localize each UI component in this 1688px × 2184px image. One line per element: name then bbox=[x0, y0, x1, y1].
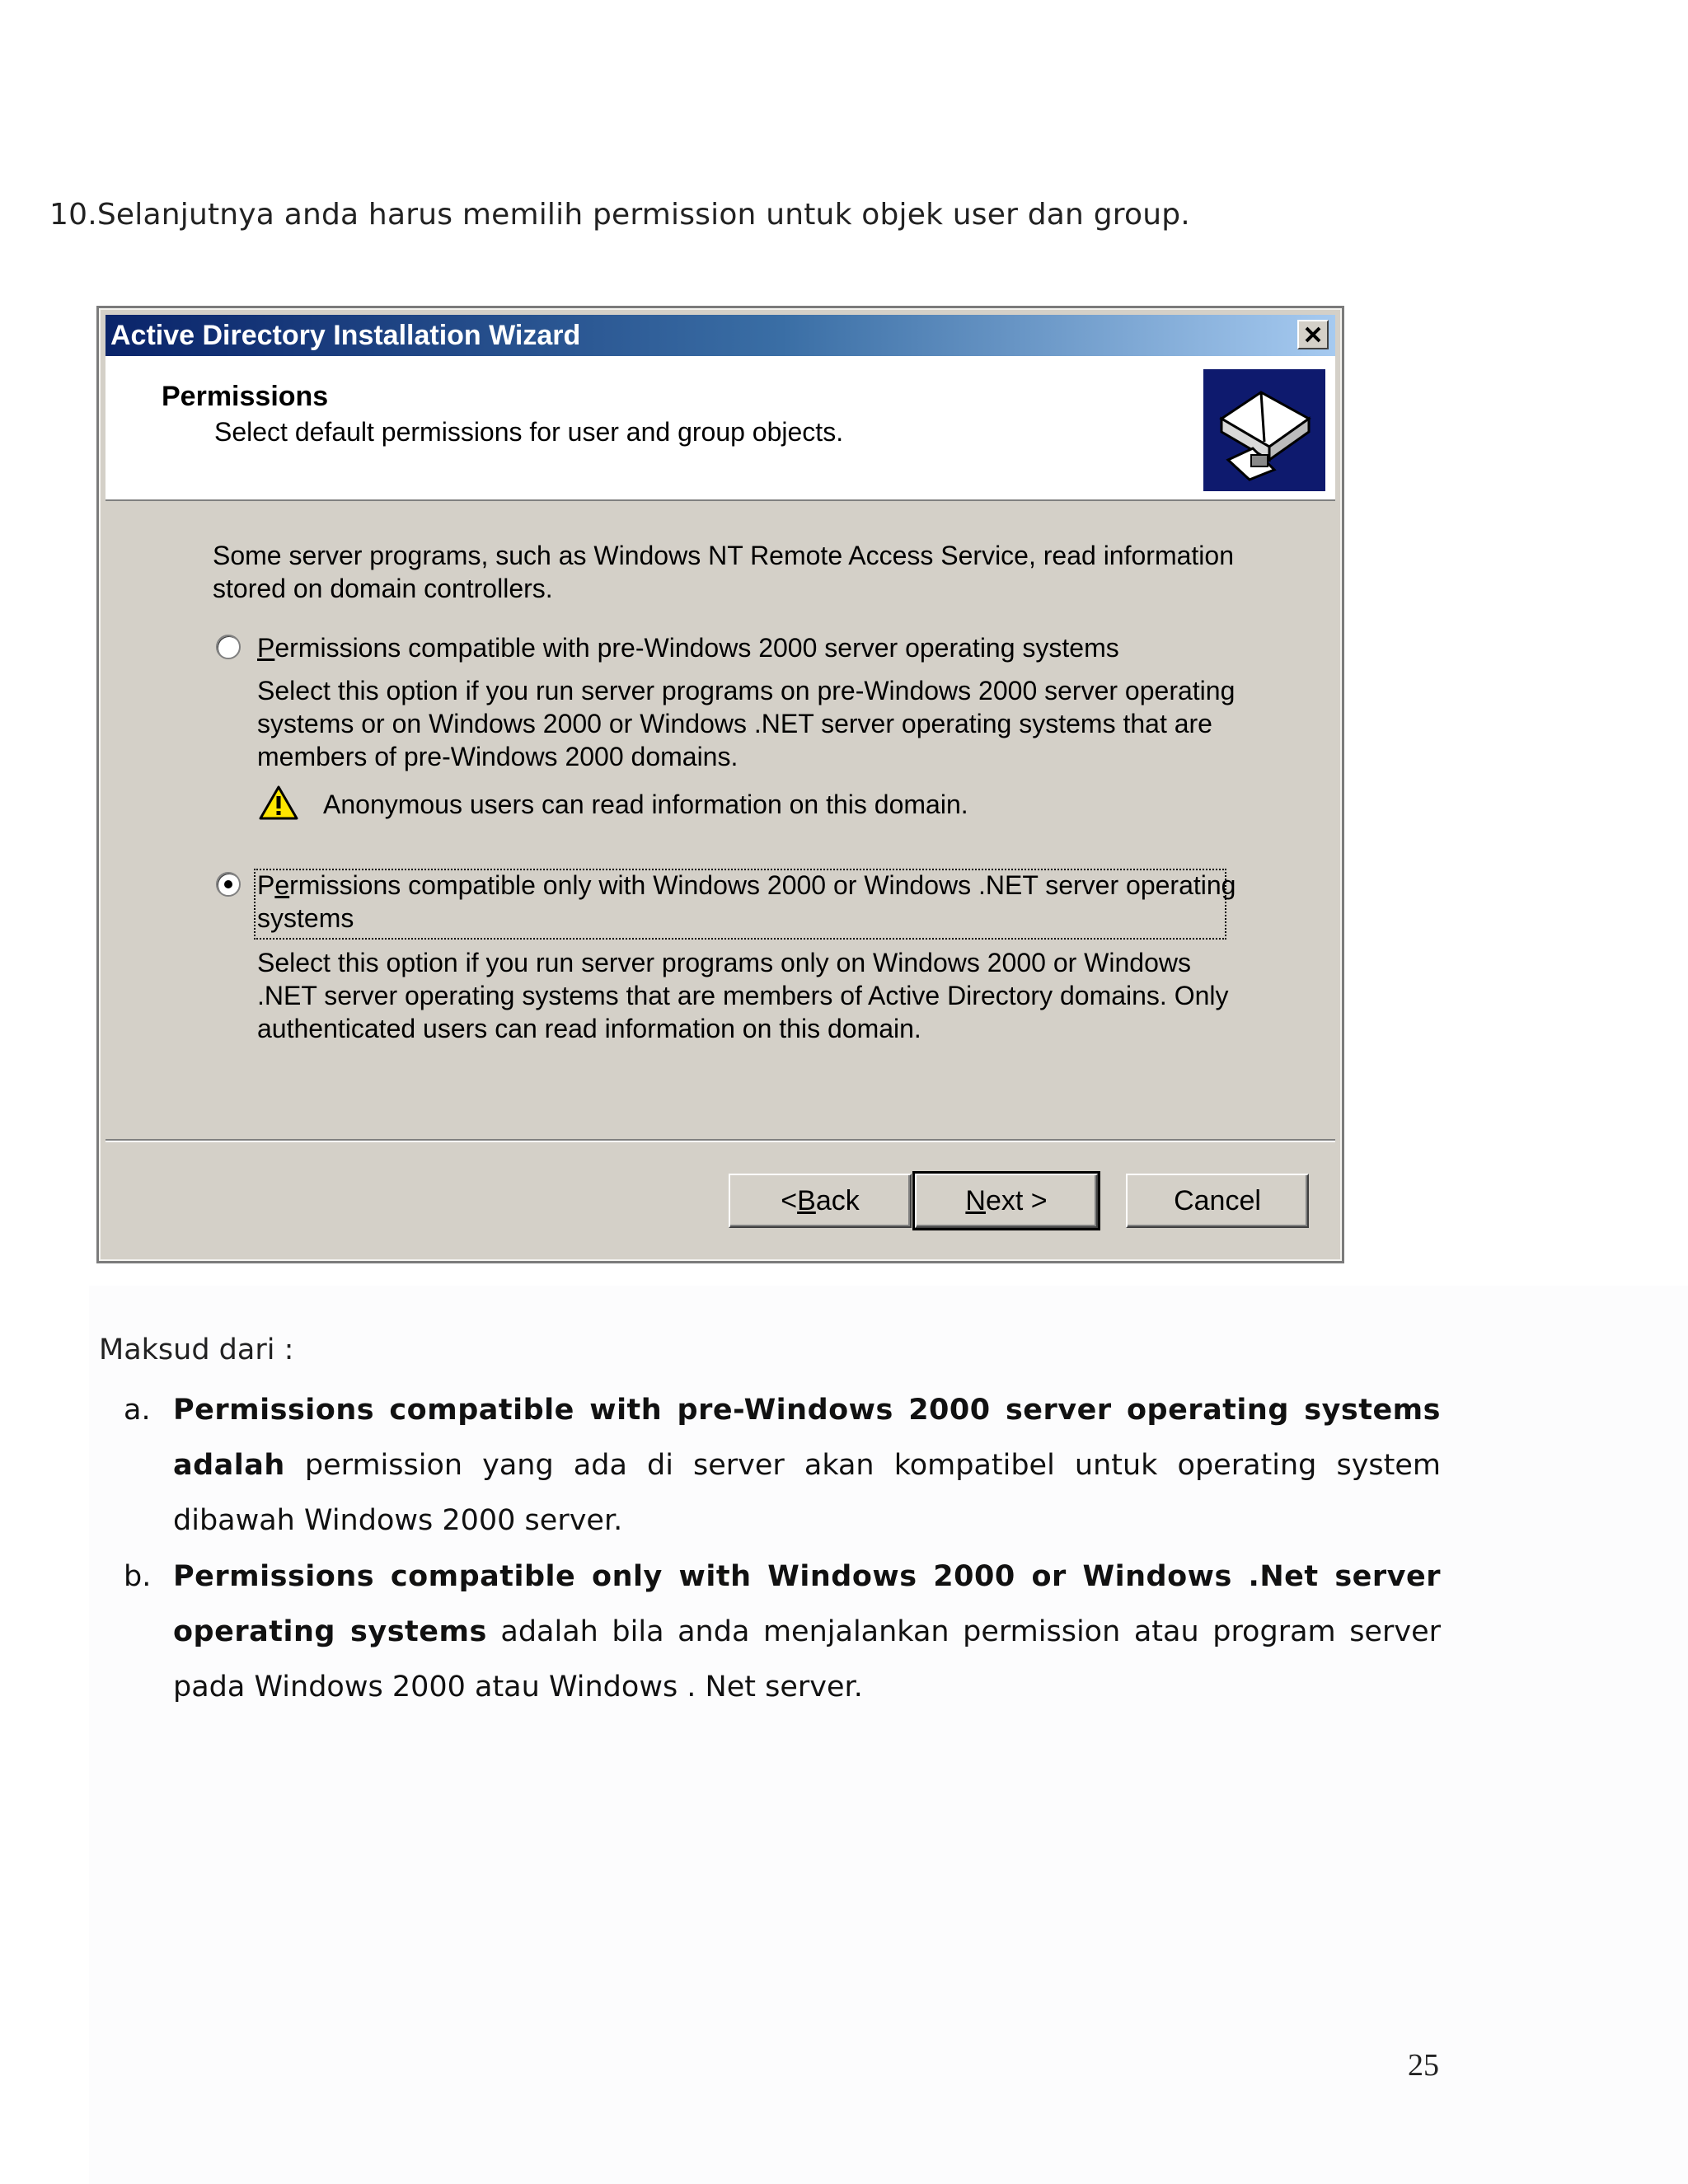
list-item-text: Permissions compatible with pre-Windows 2000 server operating systems adalah permission yang ada di server akan kompatibel untuk operating system dibawah Windows 2000 server. bbox=[173, 1394, 1441, 1537]
button-separator bbox=[106, 1139, 1335, 1142]
list-marker: a. bbox=[124, 1394, 151, 1427]
wizard-header bbox=[106, 356, 1335, 501]
page-title: Permissions bbox=[162, 381, 329, 412]
list-marker: b. bbox=[124, 1560, 152, 1593]
warning-icon bbox=[259, 785, 298, 821]
list-item-text: Permissions compatible only with Windows 2000 or Windows .Net server operating systems adalah bila anda menjalankan permission atau program server pada Windows 2000 atau Windows . Net server. bbox=[173, 1560, 1441, 1704]
cancel-button[interactable]: Cancel bbox=[1126, 1174, 1309, 1228]
intro-text: Some server programs, such as Windows NT Remote Access Service, read information stored on domain controllers. bbox=[213, 541, 1234, 603]
window-title: Active Directory Installation Wizard bbox=[110, 319, 581, 351]
back-button[interactable]: < B ack bbox=[729, 1174, 912, 1228]
wizard-dialog bbox=[99, 308, 1342, 1261]
option-pre-windows-2000-description: Select this option if you run server programs on pre-Windows 2000 server operating systems or on Windows 2000 or Windows .NET server operating systems that are members of pre-Windows 2000 domains. bbox=[257, 676, 1236, 771]
warning-text: Anonymous users can read information on this domain. bbox=[323, 790, 968, 819]
page-number: 25 bbox=[1408, 2048, 1439, 2083]
directory-book-icon bbox=[1203, 369, 1325, 491]
option-pre-windows-2000-radio[interactable] bbox=[216, 635, 241, 659]
close-button[interactable] bbox=[1297, 320, 1329, 349]
explanation-heading: Maksud dari : bbox=[99, 1333, 294, 1366]
title-bar[interactable] bbox=[106, 315, 1335, 356]
close-icon bbox=[1304, 326, 1322, 343]
next-button[interactable]: N ext > bbox=[915, 1174, 1098, 1228]
option-windows-2000-only-radio[interactable] bbox=[216, 872, 241, 897]
option-windows-2000-only-description: Select this option if you run server programs only on Windows 2000 or Windows .NET server operating systems that are members of Active Directory domains. Only authenticated users can read information on this domain. bbox=[257, 948, 1229, 1043]
page-subtitle: Select default permissions for user and group objects. bbox=[214, 417, 844, 447]
radio-selected-dot bbox=[224, 880, 232, 888]
option-pre-windows-2000-label[interactable]: Permissions compatible with pre-Windows 2000 server operating systems bbox=[257, 633, 1119, 663]
step-instruction: 10.Selanjutnya anda harus memilih permission untuk objek user dan group. bbox=[49, 198, 1190, 232]
option-windows-2000-only-label[interactable]: Permissions compatible only with Windows 2000 or Windows .NET server operating systems bbox=[257, 870, 1236, 933]
